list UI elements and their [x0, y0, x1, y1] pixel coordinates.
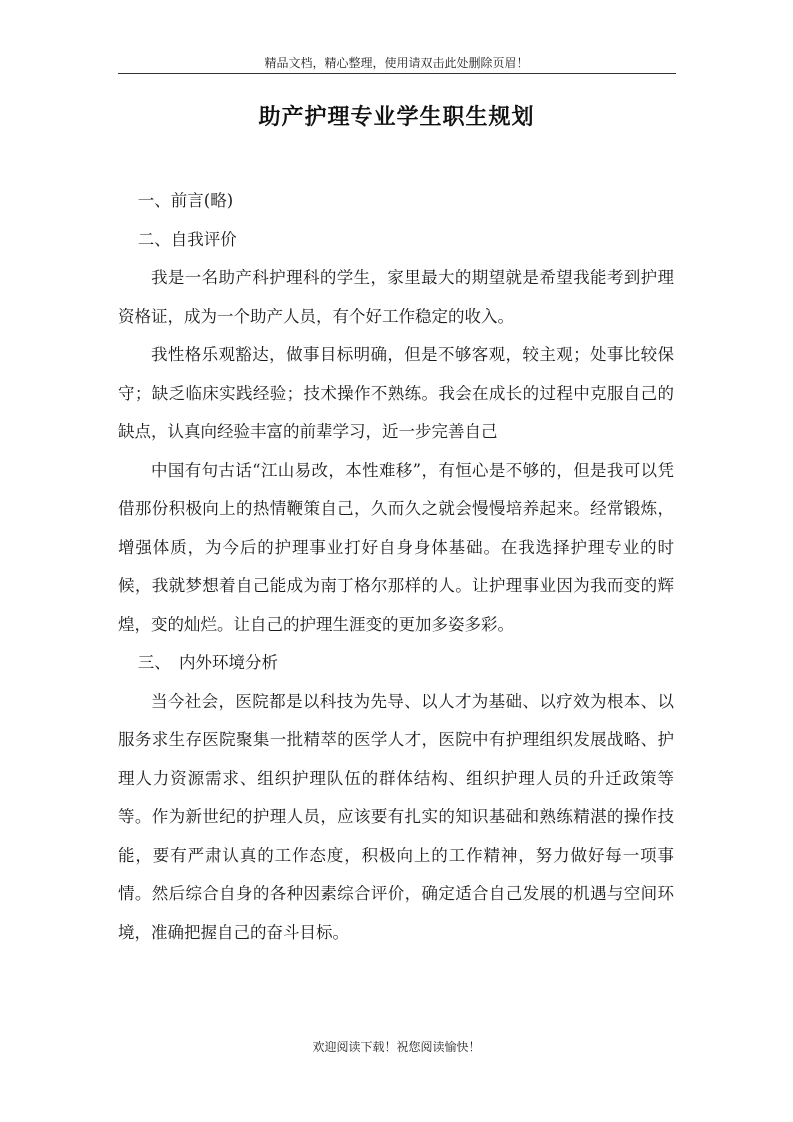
paragraph: 当今社会，医院都是以科技为先导、以人才为基础、以疗效为根本、以服务求生存医院聚集一批精萃的医学人才，医院中有护理组织发展战略、护理人力资源需求、组织护理队伍的群体结构、组织护理人员的升迁政策等等。作为新世纪的护理人员，应该要有扎实的知识基础和熟练精湛的操作技能，要有严肃认真的工作态度，积极向上的工作精神，努力做好每一项事情。然后综合自身的各种因素综合评价，确定适合自己发展的机遇与空间环境，准确把握自己的奋斗目标。: [118, 691, 674, 942]
document-body: [118, 182, 674, 952]
section-heading-environment-analysis: 三、 内外环境分析: [137, 653, 279, 672]
page-footer: 欢迎阅读下载！祝您阅读愉快！: [312, 1040, 481, 1054]
paragraph: 我是一名助产科护理科的学生，家里最大的期望就是希望我能考到护理资格证，成为一个助产人员，有个好工作稳定的收入。: [118, 268, 674, 326]
header-divider: [118, 73, 676, 74]
section-heading-self-evaluation: 二、自我评价: [137, 229, 237, 249]
section-heading-preface: 一、前言(略): [137, 191, 234, 210]
paragraph: 中国有句古话“江山易改，本性难移”，有恒心是不够的，但是我可以凭借那份积极向上的热情鞭策自己，久而久之就会慢慢培养起来。经常锻炼，增强体质，为今后的护理事业打好自身身体基础。在我选择护理专业的时候，我就梦想着自己能成为南丁格尔那样的人。让护理事业因为我而变的辉煌，变的灿烂。让自己的护理生涯变的更加多姿多彩。: [118, 460, 674, 634]
document-title: 助产护理专业学生职生规划: [258, 105, 535, 130]
paragraph: 我性格乐观豁达，做事目标明确，但是不够客观，较主观；处事比较保守；缺乏临床实践经验；技术操作不熟练。我会在成长的过程中克服自己的缺点，认真向经验丰富的前辈学习，近一步完善自己: [118, 345, 674, 441]
header-text: 精品文档，精心整理，使用请双击此处删除页眉！: [264, 56, 529, 70]
